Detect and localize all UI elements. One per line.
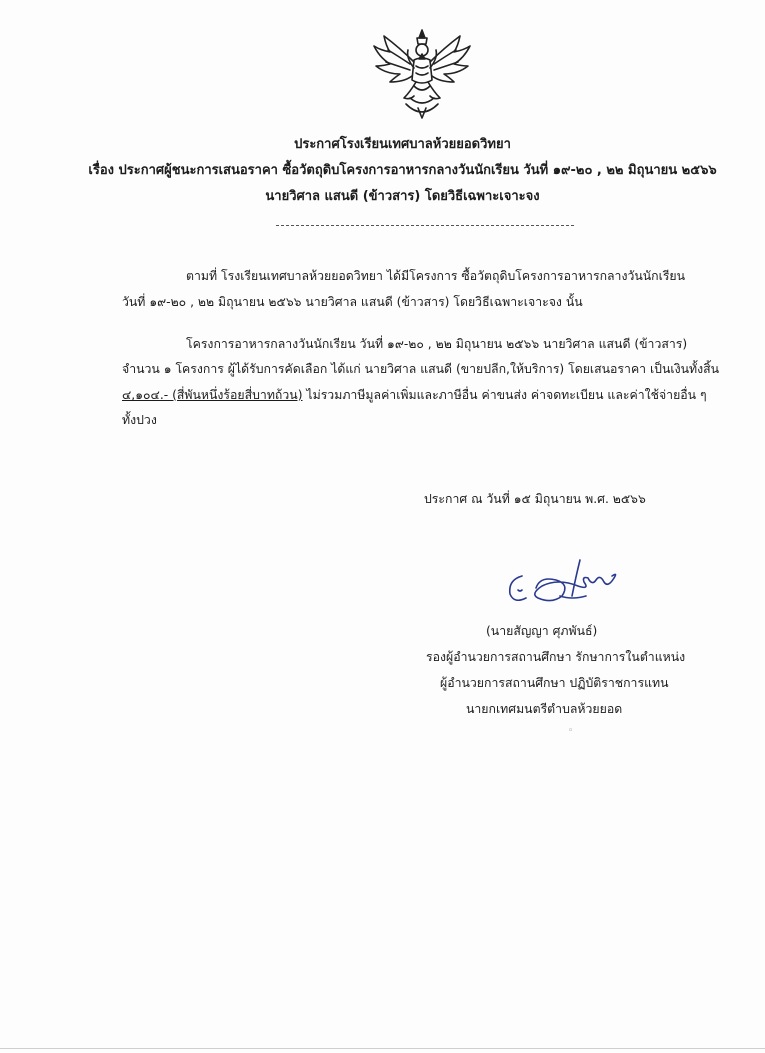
announcement-title: ประกาศโรงเรียนเทศบาลห้วยยอดวิทยา	[294, 137, 511, 152]
paragraph-2-line-2: จำนวน ๑ โครงการ ผู้ได้รับการคัดเลือก ได้แก่ นายวิศาล แสนดี (ขายปลีก,ให้บริการ) โดยเสนอราคา เป็นเงินทั้งสิ้น	[122, 362, 720, 376]
announcement-subject-continued: นายวิศาล แสนดี (ข้าวสาร) โดยวิธีเฉพาะเจาะจง	[265, 189, 540, 204]
paragraph-1-line-2: วันที่ ๑๙-๒๐ , ๒๒ มิถุนายน ๒๕๖๖ นายวิศาล แสนดี (ข้าวสาร) โดยวิธีเฉพาะเจาะจง นั้น	[122, 295, 583, 309]
header-divider	[276, 225, 574, 226]
handwritten-signature-icon	[500, 556, 625, 611]
paragraph-2-line-1: โครงการอาหารกลางวันนักเรียน วันที่ ๑๙-๒๐ , ๒๒ มิถุนายน ๒๕๖๖ นายวิศาล แสนดี (ข้าวสาร)	[186, 337, 688, 351]
signatory-name: (นายสัญญา ศุภพันธ์)	[486, 624, 598, 638]
scan-bottom-edge	[0, 1048, 765, 1049]
paragraph-1-line-1: ตามที่ โรงเรียนเทศบาลห้วยยอดวิทยา ได้มีโครงการ ซื้อวัตถุดิบโครงการอาหารกลางวันนักเรียน	[186, 269, 686, 283]
signatory-position-1: รองผู้อำนวยการสถานศึกษา รักษาการในตำแหน่ง	[426, 650, 686, 664]
signatory-position-2: ผู้อำนวยการสถานศึกษา ปฏิบัติราชการแทน	[440, 676, 669, 690]
paragraph-2-line-3-rest: ไม่รวมภาษีมูลค่าเพิ่มและภาษีอื่น ค่าขนส่ง ค่าจดทะเบียน และค่าใช้จ่ายอื่น ๆ	[302, 388, 707, 402]
scan-speck: ◦	[568, 726, 574, 736]
signatory-position-3: นายกเทศมนตรีตำบลห้วยยอด	[466, 702, 623, 716]
contract-amount: ๔,๑๐๔.- (สี่พันหนึ่งร้อยสี่บาทถ้วน)	[122, 388, 303, 402]
announcement-subject: เรื่อง ประกาศผู้ชนะการเสนอราคา ซื้อวัตถุดิบโครงการอาหารกลางวันนักเรียน วันที่ ๑๙-๒๐ , ๒๒ มิถุนายน ๒๕๖๖	[88, 163, 717, 178]
paragraph-2-line-4: ทั้งปวง	[122, 413, 157, 427]
announcement-date: ประกาศ ณ วันที่ ๑๕ มิถุนายน พ.ศ. ๒๕๖๖	[424, 492, 646, 506]
paragraph-2-line-3	[122, 386, 707, 404]
garuda-emblem-icon	[370, 28, 474, 122]
